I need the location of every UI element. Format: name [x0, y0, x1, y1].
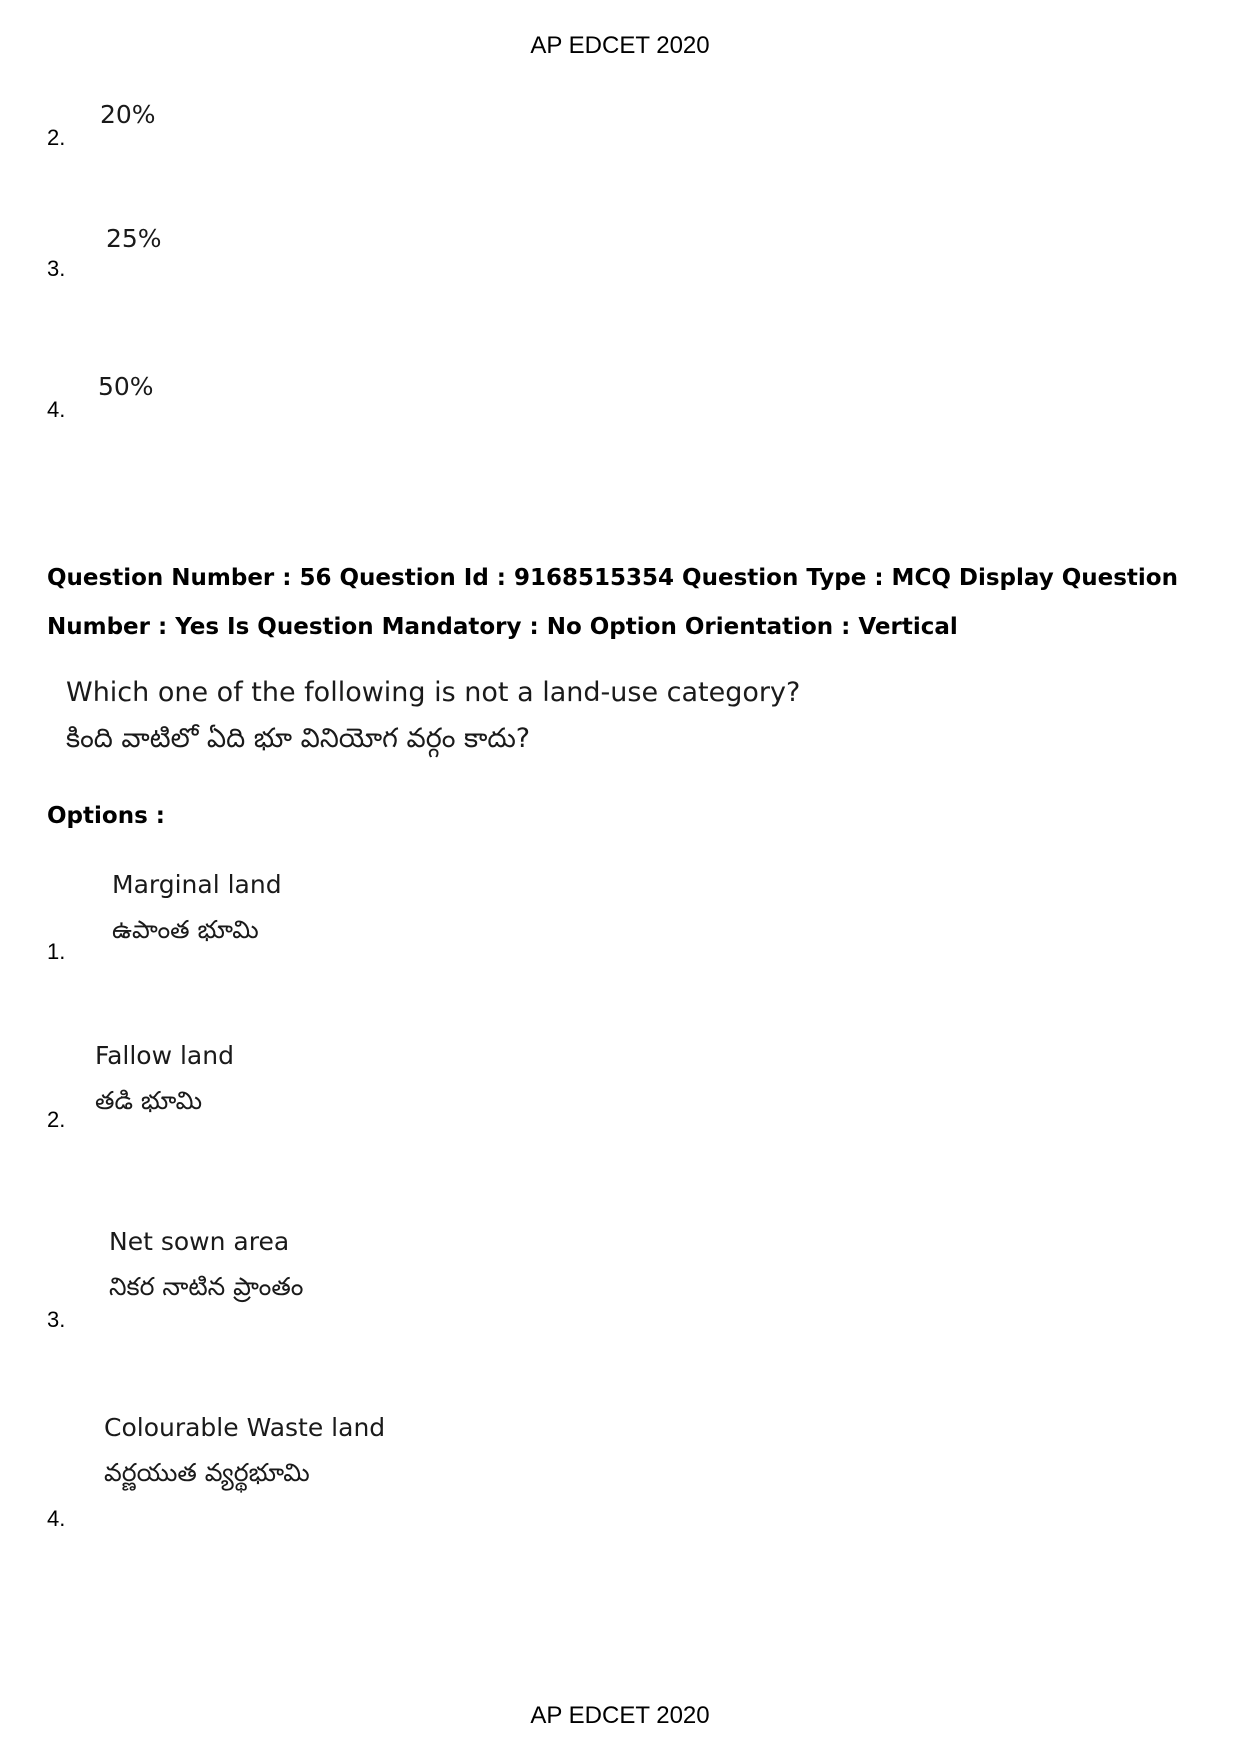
option-4-text: [104, 1405, 385, 1495]
options-label: Options :: [47, 803, 165, 829]
option-1-number: 1.: [47, 939, 66, 964]
question-meta: Question Number : 56 Question Id : 9168515354 Question Type : MCQ Display Question Number : Yes Is Question Mandatory : No Option Orientation : Vertical: [47, 565, 1178, 640]
option-2-number: 2.: [47, 1107, 66, 1132]
option-3-number: 3.: [47, 1307, 66, 1332]
prev-option-3-number: 3.: [47, 256, 66, 281]
question-text-english: Which one of the following is not a land-use category?: [66, 677, 801, 708]
prev-option-2-number: 2.: [47, 125, 66, 150]
option-1-telugu: ఉపాంత భూమి: [112, 915, 259, 944]
page-footer: AP EDCET 2020: [530, 1702, 710, 1729]
option-1-text: [112, 862, 282, 952]
prev-option-3-text: 25%: [106, 224, 162, 253]
option-3-english: Net sown area: [109, 1227, 290, 1256]
option-2-english: Fallow land: [95, 1041, 234, 1070]
option-4-english: Colourable Waste land: [104, 1413, 386, 1442]
question-text: [66, 670, 800, 762]
prev-option-4-number: 4.: [47, 397, 66, 422]
question-text-telugu: కింది వాటిలో ఏది భూ వినియోగ వర్గం కాదు?: [66, 723, 531, 754]
option-2-text: [95, 1033, 234, 1123]
option-4-number: 4.: [47, 1506, 66, 1531]
page-header: AP EDCET 2020: [530, 32, 710, 59]
option-3-text: [109, 1219, 303, 1309]
option-4-telugu: వర్ణయుత వ్యర్థభూమి: [104, 1458, 310, 1487]
prev-option-2-text: 20%: [100, 100, 156, 129]
prev-option-4-text: 50%: [98, 372, 154, 401]
option-2-telugu: తడి భూమి: [95, 1086, 203, 1115]
option-1-english: Marginal land: [112, 870, 282, 899]
option-3-telugu: నికర నాటిన ప్రాంతం: [109, 1272, 304, 1301]
